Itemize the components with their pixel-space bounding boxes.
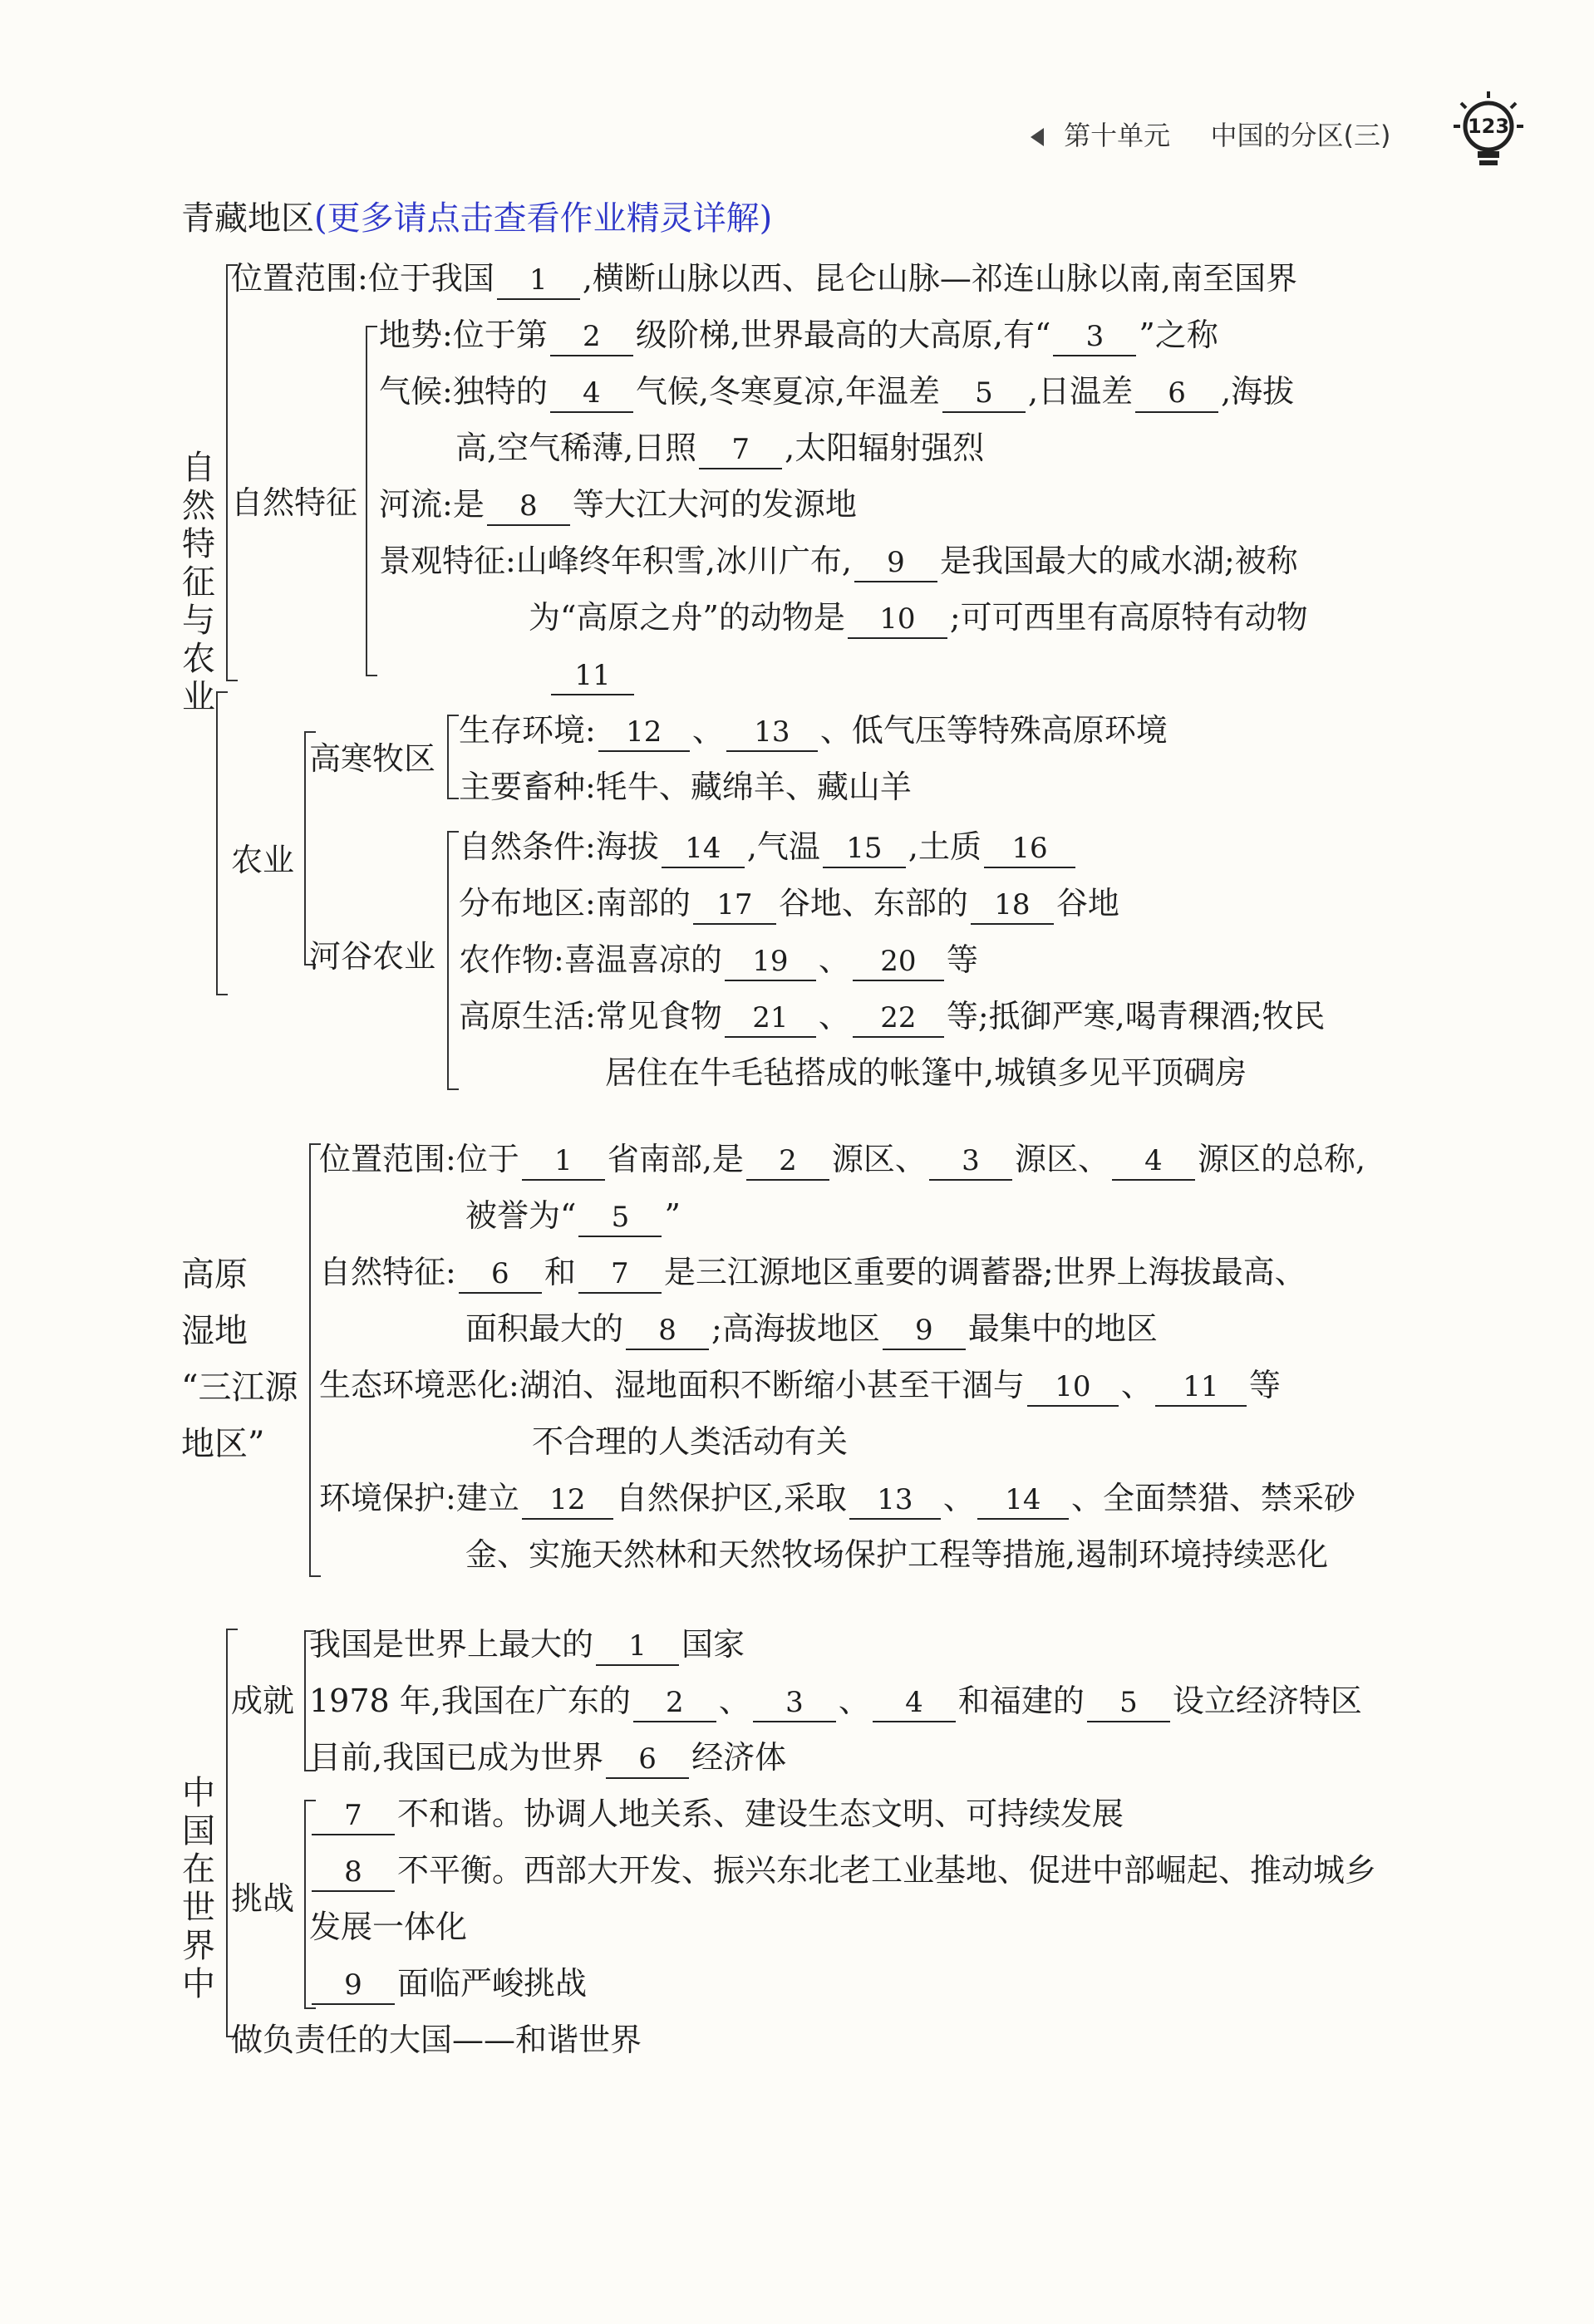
blank-3[interactable]: 3 [1053,318,1136,356]
detail-link[interactable]: (更多请点击查看作业精灵详解) [314,199,773,238]
blank-12[interactable]: 12 [598,714,690,752]
blank-19[interactable]: 19 [725,943,816,981]
achievement-3: 目前,我国已成为世界 6 经济体 [309,1737,786,1779]
region-title: 青藏地区 [181,199,314,238]
world-blank-1[interactable]: 1 [596,1628,679,1666]
world-blank-6[interactable]: 6 [606,1741,689,1779]
valley-crops-row: 农作物:喜温喜凉的 19 、 20 等 [459,939,978,981]
blank-10[interactable]: 10 [848,601,947,639]
sjy-blank-8[interactable]: 8 [626,1312,709,1350]
blank-13[interactable]: 13 [726,714,818,752]
terrain-row: 地势:位于第 2 级阶梯,世界最高的大高原,有“ 3 ”之称 [379,314,1218,356]
qz-location-row: 位置范围:位于我国 1 ,横断山脉以西、昆仑山脉—祁连山脉以南,南至国界 [231,258,1297,300]
page-header [1031,115,1391,156]
blank-20[interactable]: 20 [853,943,944,981]
page-number: 123 [1467,115,1510,138]
sjy-blank-13[interactable]: 13 [849,1481,941,1520]
valley-cond-row: 自然条件:海拔 14 ,气温 15 ,土质 16 [459,826,1078,868]
landscape-row: 景观特征:山峰终年积雪,冰川广布, 9 是我国最大的咸水湖;被称 [379,540,1298,582]
sjy-blank-3[interactable]: 3 [929,1142,1012,1181]
responsible-power-row: 做负责任的大国——和谐世界 [231,2022,642,2058]
blank-8[interactable]: 8 [487,488,570,526]
lightbulb-icon [1453,90,1524,173]
world-blank-4[interactable]: 4 [873,1684,956,1722]
sjy-group-label: 高原 湿地 “三江源 地区” [181,1255,298,1463]
challenge-2: 8 不平衡。西部大开发、振兴东北老工业基地、促进中部崛起、推动城乡 [309,1850,1376,1892]
china-in-world-label: 中国在世界中 [182,1774,215,2003]
sjy-blank-2[interactable]: 2 [746,1142,829,1181]
natural-features-label: 自然特征 [231,484,358,521]
sjy-blank-12[interactable]: 12 [522,1481,613,1520]
blank-17[interactable]: 17 [693,887,776,925]
valley-life-row: 高原生活:常见食物 21 、 22 等;抵御严寒,喝青稞酒;牧民 [459,995,1326,1038]
sjy-blank-5[interactable]: 5 [578,1199,662,1237]
sjy-blank-7[interactable]: 7 [578,1255,662,1294]
challenge-2-cont: 发展一体化 [309,1909,468,1945]
sjy-blank-1[interactable]: 1 [522,1142,605,1181]
pasture-livestock-row: 主要畜种:牦牛、藏绵羊、藏山羊 [459,769,912,805]
blank-16[interactable]: 16 [984,830,1075,868]
sjy-location-row-2: 被誉为“ 5 ” [465,1195,681,1237]
climate-row-2: 高,空气稀薄,日照 7 ,太阳辐射强烈 [455,427,984,469]
challenge-label: 挑战 [231,1880,295,1917]
chapter-title: 中国的分区(三) [1210,120,1391,151]
valley-dist-row: 分布地区:南部的 17 谷地、东部的 18 谷地 [459,882,1119,925]
sjy-degradation-row-2: 不合理的人类活动有关 [532,1423,849,1460]
speaker-icon [1031,128,1044,146]
blank-18[interactable]: 18 [971,887,1054,925]
climate-row: 气候:独特的 4 气候,冬寒夏凉,年温差 5 ,日温差 6 ,海拔 [379,371,1294,413]
natural-features-agriculture-label: 自然特征与农业 [182,449,215,716]
sjy-blank-10[interactable]: 10 [1027,1368,1119,1407]
valley-life-row-2: 居住在牛毛毡搭成的帐篷中,城镇多见平顶碉房 [605,1054,1247,1091]
challenge-3: 9 面临严峻挑战 [309,1963,587,2005]
world-blank-8[interactable]: 8 [312,1854,395,1892]
blank-21[interactable]: 21 [725,1000,816,1038]
sjy-nature-row-2: 面积最大的 8 ;高海拔地区 9 最集中的地区 [465,1308,1158,1350]
blank-22[interactable]: 22 [853,1000,944,1038]
sjy-blank-6[interactable]: 6 [459,1255,542,1294]
sjy-nature-row: 自然特征: 6 和 7 是三江源地区重要的调蓄器;世界上海拔最高、 [319,1251,1306,1294]
achievement-1: 我国是世界上最大的 1 国家 [309,1624,745,1666]
sjy-protection-row-2: 金、实施天然林和天然牧场保护工程等措施,遏制环境持续恶化 [465,1536,1329,1573]
unit-label: 第十单元 [1064,120,1171,151]
blank-5[interactable]: 5 [942,375,1026,413]
blank-14[interactable]: 14 [662,830,745,868]
blank-9[interactable]: 9 [854,544,937,582]
achievement-label: 成就 [231,1683,295,1719]
section-title [181,198,772,239]
sjy-blank-14[interactable]: 14 [977,1481,1069,1520]
pasture-env-row: 生存环境: 12 、 13 、低气压等特殊高原环境 [459,710,1168,752]
achievement-2: 1978 年,我国在广东的 2 、 3 、 4 和福建的 5 设立经济特区 [309,1680,1362,1722]
world-blank-7[interactable]: 7 [312,1797,395,1835]
world-blank-2[interactable]: 2 [633,1684,716,1722]
blank-15[interactable]: 15 [823,830,906,868]
blank-7[interactable]: 7 [699,431,782,469]
blank-1[interactable]: 1 [497,262,580,300]
valley-agri-label: 河谷农业 [309,938,436,975]
sjy-blank-4[interactable]: 4 [1112,1142,1195,1181]
blank-11[interactable]: 11 [551,657,634,695]
blank-6[interactable]: 6 [1135,375,1218,413]
pasture-label: 高寒牧区 [309,740,436,777]
world-blank-3[interactable]: 3 [753,1684,836,1722]
landscape-row-2: 为“高原之舟”的动物是 10 ;可可西里有高原特有动物 [529,597,1308,639]
sjy-blank-11[interactable]: 11 [1155,1368,1247,1407]
world-blank-5[interactable]: 5 [1087,1684,1170,1722]
sjy-location-row: 位置范围:位于 1 省南部,是 2 源区、 3 源区、 4 源区的总称, [319,1138,1365,1181]
agriculture-label: 农业 [231,842,295,878]
river-row: 河流:是 8 等大江大河的发源地 [379,484,857,526]
landscape-row-3 [549,653,637,695]
blank-2[interactable]: 2 [550,318,633,356]
sjy-blank-9[interactable]: 9 [883,1312,966,1350]
sjy-degradation-row: 生态环境恶化:湖泊、湿地面积不断缩小甚至干涸与 10 、 11 等 [319,1364,1281,1407]
blank-4[interactable]: 4 [550,375,633,413]
challenge-1: 7 不和谐。协调人地关系、建设生态文明、可持续发展 [309,1793,1124,1835]
world-blank-9[interactable]: 9 [312,1967,395,2005]
sjy-protection-row: 环境保护:建立 12 自然保护区,采取 13 、 14 、全面禁猎、禁采砂 [319,1477,1355,1520]
